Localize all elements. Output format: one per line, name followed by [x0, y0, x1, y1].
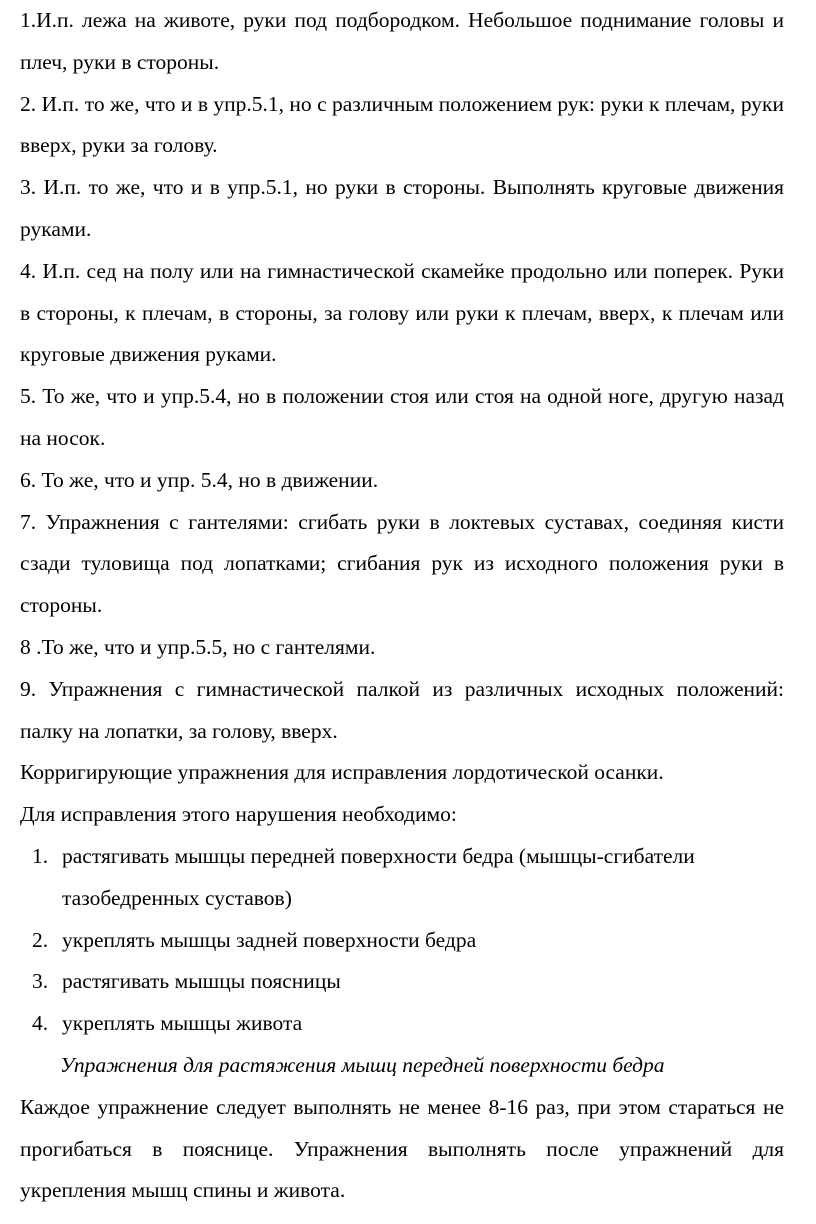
list-item	[20, 920, 784, 962]
exercise-3: 3. И.п. то же, что и в упр.5.1, но руки в стороны. Выполнять круговые движения руками.	[20, 175, 784, 241]
exercise-4: 4. И.п. сед на полу или на гимнастической скамейке продольно или поперек. Руки в стороны, к плечам, в стороны, за голову или руки к плечам, вверх, к плечам или круговые движения руками.	[20, 258, 784, 367]
section-subheading: Упражнения для растяжения мышц передней поверхности бедра	[60, 1052, 665, 1077]
list-item-number: 1.	[32, 843, 49, 868]
exercise-2: 2. И.п. то же, что и в упр.5.1, но с различным положением рук: руки к плечам, руки вверх, руки за голову.	[20, 91, 784, 158]
exercise-8: 8 .То же, что и упр.5.5, но с гантелями.	[20, 634, 376, 659]
document-page	[20, 0, 784, 1212]
list-item-text: растягивать мышцы передней поверхности бедра (мышцы-сгибатели тазобедренных суставов)	[62, 843, 695, 910]
exercise-5: 5. То же, что и упр.5.4, но в положении стоя или стоя на одной ноге, другую назад на носок.	[20, 384, 784, 450]
list-item	[20, 961, 784, 1003]
exercise-1: 1.И.п. лежа на животе, руки под подбородком. Небольшое поднимание головы и плеч, руки в стороны.	[20, 8, 784, 74]
requirements-list	[20, 836, 784, 1045]
list-item-number: 2.	[32, 927, 49, 952]
list-item-text: укреплять мышцы задней поверхности бедра	[62, 927, 477, 952]
list-item-number: 3.	[32, 969, 49, 994]
list-item	[20, 1003, 784, 1045]
corrective-heading: Корригирующие упражнения для исправления лордотической осанки.	[20, 760, 664, 785]
exercise-6: 6. То же, что и упр. 5.4, но в движении.	[20, 467, 379, 492]
closing-paragraph: Каждое упражнение следует выполнять не менее 8-16 раз, при этом стараться не прогибаться в пояснице. Упражнения выполнять после упражнений для укрепления мышц спины и живота.	[20, 1094, 784, 1203]
list-item-text: растягивать мышцы поясницы	[62, 969, 341, 994]
exercise-9: 9. Упражнения с гимнастической палкой из различных исходных положений: палку на лопатки, за голову, вверх.	[20, 676, 784, 743]
requirements-intro: Для исправления этого нарушения необходимо:	[20, 802, 457, 827]
list-item-number: 4.	[32, 1011, 49, 1036]
list-item	[20, 836, 784, 920]
list-item-text: укреплять мышцы живота	[62, 1011, 303, 1036]
exercise-7: 7. Упражнения с гантелями: сгибать руки в локтевых суставах, соединяя кисти сзади туловища под лопатками; сгибания рук из исходного положения руки в стороны.	[20, 509, 784, 618]
